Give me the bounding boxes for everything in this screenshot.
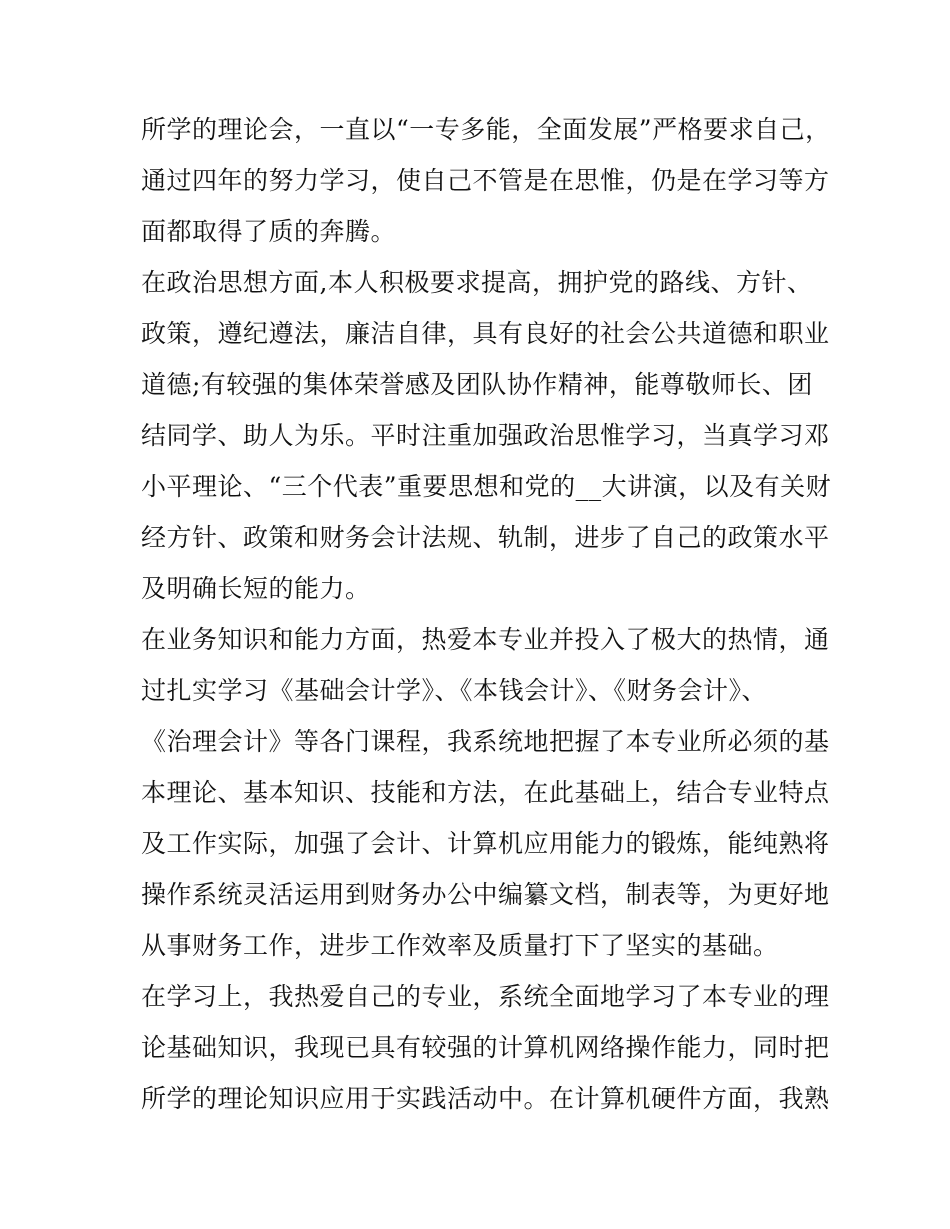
document-body xyxy=(141,104,832,1124)
text-line: 面都取得了质的奔腾。 xyxy=(141,217,397,246)
text-line: 道德;有较强的集体荣誉感及团队协作精神，能尊敬师长、团 xyxy=(141,370,813,399)
text-line: 经方针、政策和财务会计法规、轨制，进步了自己的政策水平 xyxy=(141,523,830,552)
text-line: 在政治思想方面,本人积极要求提高，拥护党的路线、方针、 xyxy=(141,268,813,297)
text-line: 过扎实学习《基础会计学》、《本钱会计》、《财务会计》、 xyxy=(141,676,768,705)
text-line: 本理论、基本知识、技能和方法，在此基础上，结合专业特点 xyxy=(141,778,830,807)
text-line: 所学的理论知识应用于实践活动中。在计算机硬件方面，我熟 xyxy=(141,1084,830,1113)
text-line: 通过四年的努力学习，使自己不管是在思惟，仍是在学习等方 xyxy=(141,166,830,195)
text-line: 及工作实际，加强了会计、计算机应用能力的锻炼，能纯熟将 xyxy=(141,829,830,858)
text-line: 所学的理论会，一直以“一专多能，全面发展”严格要求自己， xyxy=(141,115,831,144)
text-line: 在学习上，我热爱自己的专业，系统全面地学习了本专业的理 xyxy=(141,982,830,1011)
text-line: 操作系统灵活运用到财务办公中编纂文档，制表等，为更好地 xyxy=(141,880,830,909)
text-line: 从事财务工作，进步工作效率及质量打下了坚实的基础。 xyxy=(141,931,779,960)
text-line: 《治理会计》等各门课程，我系统地把握了本专业所必须的基 xyxy=(141,727,830,756)
text-line: 结同学、助人为乐。平时注重加强政治思惟学习，当真学习邓 xyxy=(141,421,830,450)
text-line: 政策，遵纪遵法，廉洁自律，具有良好的社会公共道德和职业 xyxy=(141,319,830,348)
text-line: 及明确长短的能力。 xyxy=(141,574,371,603)
text-line: 论基础知识，我现已具有较强的计算机网络操作能力，同时把 xyxy=(141,1033,830,1062)
text-line: 在业务知识和能力方面，热爱本专业并投入了极大的热情，通 xyxy=(141,625,830,654)
text-line: 小平理论、“三个代表”重要思想和党的__大讲演，以及有关财 xyxy=(141,472,832,501)
